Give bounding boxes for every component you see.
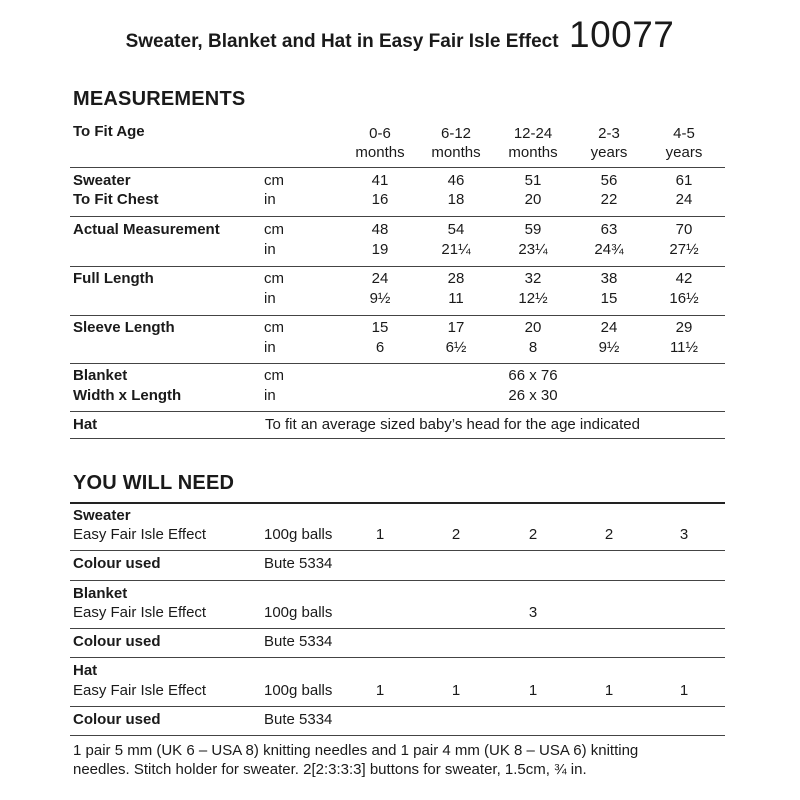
colour-value: Bute 5334 (264, 555, 333, 572)
blanket-label: Blanket (73, 367, 128, 384)
chest-cm-value: 41 (371, 172, 389, 189)
hat-quantity: 1 (679, 682, 689, 699)
full-length-label: Full Length (73, 270, 154, 287)
chest-cm-value: 61 (675, 172, 693, 189)
divider (70, 411, 725, 412)
yarn-name: Easy Fair Isle Effect (73, 682, 207, 699)
colour-used-label: Colour used (73, 555, 161, 572)
chest-cm-value: 56 (600, 172, 618, 189)
age-range: 6-12 (440, 125, 472, 142)
colour-used-label: Colour used (73, 633, 161, 650)
sleeve-in-value: 11½ (669, 339, 699, 356)
chest-in-value: 22 (600, 191, 618, 208)
to-fit-chest-label: To Fit Chest (73, 191, 159, 208)
divider (70, 657, 725, 658)
blanket-need-label: Blanket (73, 585, 128, 602)
you-will-need-heading: YOU WILL NEED (73, 472, 235, 494)
unit-in: in (264, 241, 276, 258)
age-range: 0-6 (369, 125, 391, 142)
chest-cm-value: 51 (524, 172, 542, 189)
sleeve-cm-value: 24 (600, 319, 618, 336)
ball-weight: 100g balls (264, 682, 333, 699)
colour-value: Bute 5334 (264, 633, 333, 650)
chest-cm-value: 46 (447, 172, 465, 189)
divider (70, 266, 725, 267)
length-in-value: 9½ (369, 290, 391, 307)
actual-cm-value: 59 (524, 221, 542, 238)
unit-cm: cm (264, 270, 284, 287)
hat-quantity: 1 (451, 682, 461, 699)
sleeve-length-label: Sleeve Length (73, 319, 175, 336)
unit-in: in (264, 339, 276, 356)
measurements-heading: MEASUREMENTS (73, 88, 246, 110)
actual-cm-value: 48 (371, 221, 389, 238)
length-cm-value: 38 (600, 270, 618, 287)
unit-cm: cm (264, 221, 284, 238)
blanket-width-length-label: Width x Length (73, 387, 182, 404)
sleeve-in-value: 9½ (598, 339, 620, 356)
unit-cm: cm (264, 367, 284, 384)
unit-cm: cm (264, 172, 284, 189)
sweater-quantity: 3 (679, 526, 689, 543)
hat-fit-text: To fit an average sized baby’s head for the age indicated (265, 416, 640, 433)
blanket-quantity: 3 (528, 604, 538, 621)
sweater-need-label: Sweater (73, 507, 131, 524)
sleeve-in-value: 6 (375, 339, 385, 356)
length-cm-value: 28 (447, 270, 465, 287)
yarn-name: Easy Fair Isle Effect (73, 604, 207, 621)
divider (70, 216, 725, 217)
chest-in-value: 24 (675, 191, 693, 208)
age-range: 4-5 (673, 125, 695, 142)
colour-used-label: Colour used (73, 711, 161, 728)
unit-in: in (264, 387, 276, 404)
divider (70, 580, 725, 581)
sleeve-in-value: 8 (528, 339, 538, 356)
yarn-name: Easy Fair Isle Effect (73, 526, 207, 543)
blanket-in-value: 26 x 30 (508, 387, 558, 404)
age-unit: years (590, 144, 628, 161)
age-unit: months (508, 144, 558, 161)
chest-in-value: 18 (447, 191, 465, 208)
sleeve-cm-value: 20 (524, 319, 542, 336)
to-fit-age-label: To Fit Age (73, 123, 145, 140)
colour-value: Bute 5334 (264, 711, 333, 728)
chest-in-value: 16 (371, 191, 389, 208)
actual-in-value: 23¼ (518, 241, 548, 258)
needles-notes (73, 741, 743, 779)
length-cm-value: 24 (371, 270, 389, 287)
pattern-title (0, 14, 800, 56)
length-cm-value: 32 (524, 270, 542, 287)
length-in-value: 16½ (669, 290, 699, 307)
actual-in-value: 21¼ (441, 241, 471, 258)
unit-cm: cm (264, 319, 284, 336)
actual-in-value: 27½ (669, 241, 699, 258)
ball-weight: 100g balls (264, 604, 333, 621)
age-unit: years (665, 144, 703, 161)
sweater-quantity: 2 (528, 526, 538, 543)
notes-line-2: needles. Stitch holder for sweater. 2[2:3:3:3] buttons for sweater, 1.5cm, ¾ in. (73, 761, 587, 778)
hat-label: Hat (73, 416, 98, 433)
divider (70, 167, 725, 168)
divider (70, 550, 725, 551)
divider (70, 438, 725, 439)
divider (70, 628, 725, 629)
age-unit: months (431, 144, 481, 161)
pattern-name: Sweater, Blanket and Hat in Easy Fair Isle Effect (125, 31, 559, 52)
age-range: 2-3 (598, 125, 620, 142)
length-in-value: 11 (448, 290, 464, 307)
length-cm-value: 42 (675, 270, 693, 287)
actual-cm-value: 54 (447, 221, 465, 238)
unit-in: in (264, 290, 276, 307)
sweater-quantity: 2 (604, 526, 614, 543)
chest-in-value: 20 (524, 191, 542, 208)
divider (70, 735, 725, 736)
length-in-value: 15 (600, 290, 618, 307)
age-unit: months (355, 144, 405, 161)
ball-weight: 100g balls (264, 526, 333, 543)
actual-cm-value: 63 (600, 221, 618, 238)
actual-measurement-label: Actual Measurement (73, 221, 220, 238)
divider (70, 363, 725, 364)
notes-line-1: 1 pair 5 mm (UK 6 – USA 8) knitting needles and 1 pair 4 mm (UK 8 – USA 6) knitting (73, 742, 639, 759)
sleeve-cm-value: 29 (675, 319, 693, 336)
divider (70, 502, 725, 504)
hat-need-label: Hat (73, 662, 98, 679)
actual-cm-value: 70 (675, 221, 693, 238)
divider (70, 315, 725, 316)
unit-in: in (264, 191, 276, 208)
blanket-cm-value: 66 x 76 (508, 367, 558, 384)
sweater-label: Sweater (73, 172, 131, 189)
divider (70, 706, 725, 707)
actual-in-value: 24¾ (594, 241, 624, 258)
sleeve-cm-value: 15 (371, 319, 389, 336)
sleeve-in-value: 6½ (445, 339, 467, 356)
pattern-number: 10077 (569, 14, 675, 55)
age-range: 12-24 (513, 125, 553, 142)
hat-quantity: 1 (604, 682, 614, 699)
sweater-quantity: 1 (375, 526, 385, 543)
sleeve-cm-value: 17 (447, 319, 465, 336)
actual-in-value: 19 (371, 241, 389, 258)
length-in-value: 12½ (518, 290, 548, 307)
hat-quantity: 1 (528, 682, 538, 699)
hat-quantity: 1 (375, 682, 385, 699)
sweater-quantity: 2 (451, 526, 461, 543)
